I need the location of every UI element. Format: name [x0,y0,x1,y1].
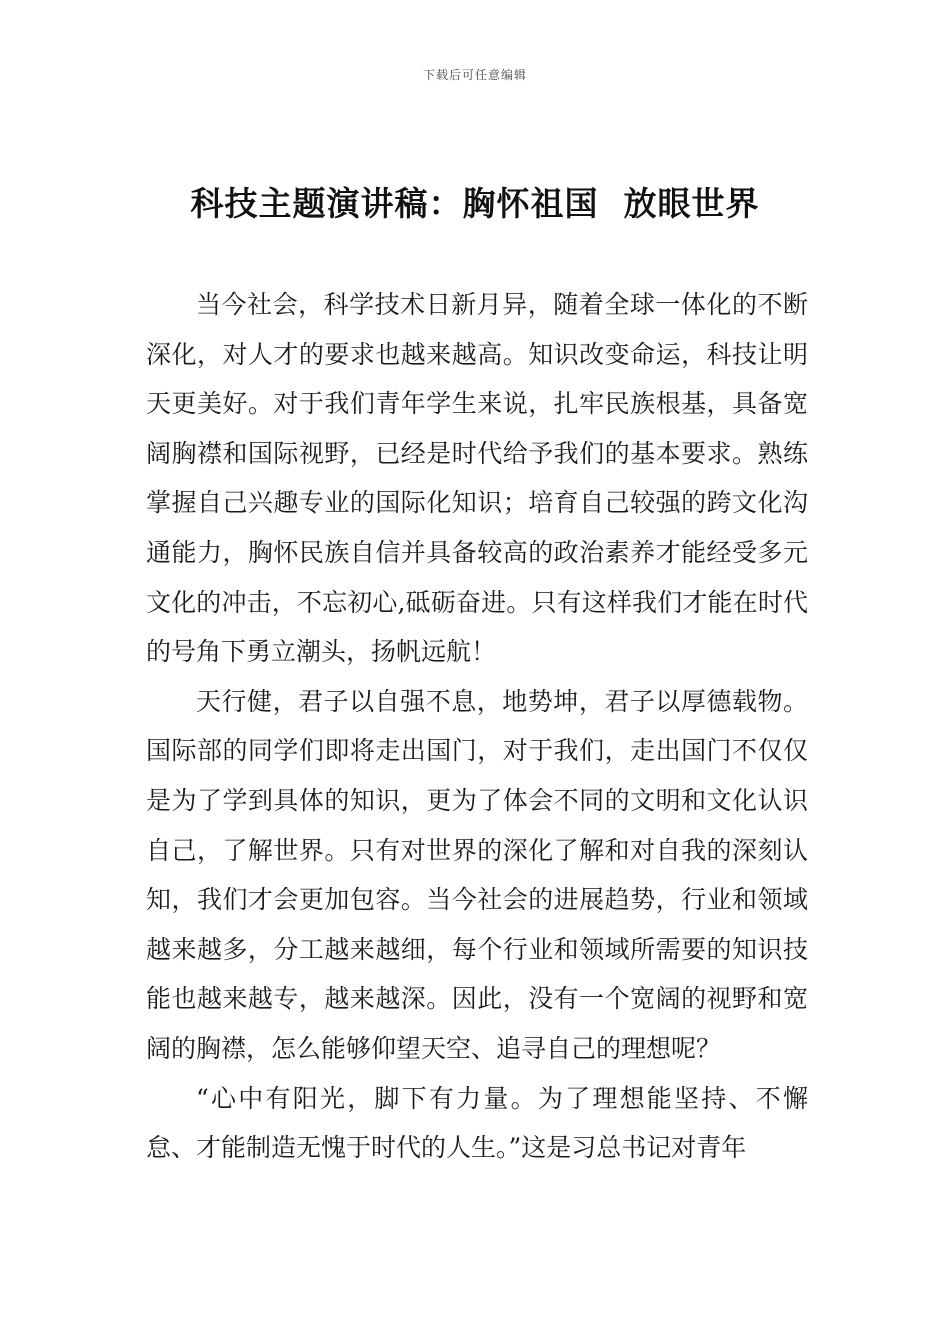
document-body [146,280,808,1173]
paragraph-3: “心中有阳光，脚下有力量。为了理想能坚持、不懈怠、才能制造无愧于时代的人生。”这是习总书记对青年 [146,1083,808,1163]
header-note: 下载后可任意编辑 [422,68,527,82]
paragraph-1: 当今社会，科学技术日新月异，随着全球一体化的不断深化，对人才的要求也越来越高。知识改变命运，科技让明天更美好。对于我们青年学生来说，扎牢民族根基，具备宽阔胸襟和国际视野，已经是时代给予我们的基本要求。熟练掌握自己兴趣专业的国际化知识；培育自己较强的跨文化沟通能力，胸怀民族自信并具备较高的政治素养才能经受多元文化的冲击，不忘初心,砥砺奋进。只有这样我们才能在时代的号角下勇立潮头，扬帆远航！ [146,290,808,667]
paragraph-2: 天行健，君子以自强不息，地势坤，君子以厚德载物。国际部的同学们即将走出国门，对于我们，走出国门不仅仅是为了学到具体的知识，更为了体会不同的文明和文化认识自己，了解世界。只有对世界的深化了解和对自我的深刻认知，我们才会更加包容。当今社会的进展趋势，行业和领域越来越多，分工越来越细，每个行业和领域所需要的知识技能也越来越专，越来越深。因此，没有一个宽阔的视野和宽阔的胸襟，怎么能够仰望天空、追寻自己的理想呢？ [146,686,808,1063]
document-title: 科技主题演讲稿：胸怀祖国 放眼世界 [190,184,760,223]
